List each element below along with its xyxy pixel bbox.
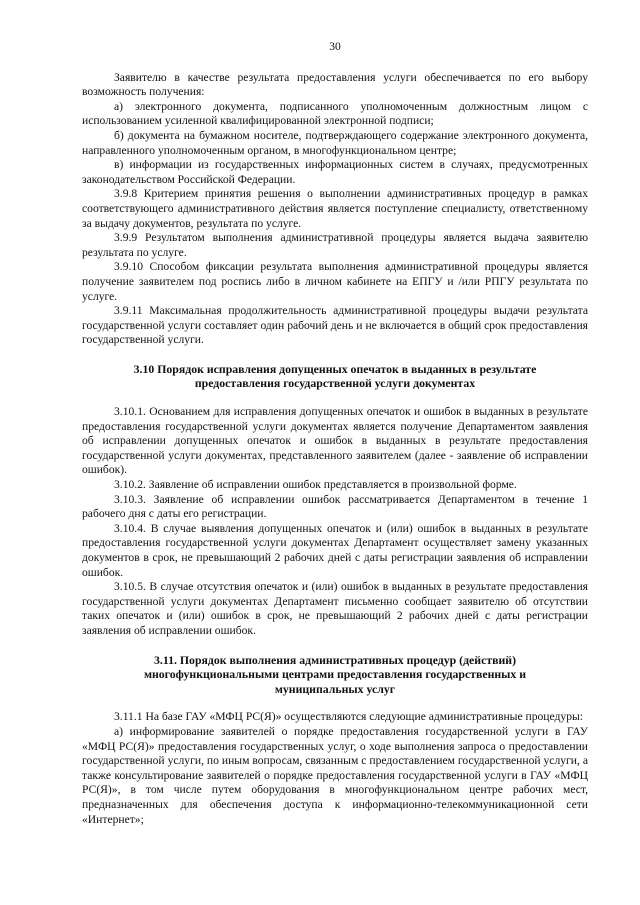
- paragraph: Заявителю в качестве результата предоставления услуги обеспечивается по его выбору возможность получения:: [82, 70, 588, 99]
- paragraph: а) информирование заявителей о порядке предоставления государственной услуги в ГАУ «МФЦ РС(Я)» предоставления государственных услуг, о ходе выполнения запроса о предоставлении государственной услуги, по иным вопросам, связанным с предоставлением государственной услуги, а также консультирование заявителей о порядке предоставления государственной услуги в ГАУ «МФЦ РС(Я)», в том числе путем оборудования в многофункциональном центре рабочих мест, предназначенных для обеспечения доступа к информационно-телекоммуникационной сети «Интернет»;: [82, 724, 588, 826]
- paragraph: 3.9.8 Критерием принятия решения о выполнении административных процедур в рамках соответствующего административного действия является поступление специалисту, ответственному за выдачу документов, результата по услуге.: [82, 187, 588, 230]
- paragraph: 3.10.5. В случае отсутствия опечаток и (или) ошибок в выданных в результате предоставления государственной услуги документах Департамент письменно сообщает заявителю об отсутствии таких опечаток и (или) ошибок в срок, не превышающий 2 рабочих дней с даты регистрации заявления об исправлении ошибок.: [82, 580, 588, 637]
- paragraph: 3.10.4. В случае выявления допущенных опечаток и (или) ошибок в выданных в результате предоставления государственной услуги документах Департамент осуществляет замену указанных документов в срок, не превышающий 2 рабочих дней с даты регистрации заявления об исправлении ошибок.: [82, 521, 588, 579]
- section-3-9-results: [82, 71, 588, 348]
- paragraph: б) документа на бумажном носителе, подтверждающего содержание электронного документа, направленного уполномоченным органом, в многофункциональном центре;: [82, 128, 588, 157]
- paragraph: 3.9.9 Результатом выполнения административной процедуры является выдача заявителю результата по услуге.: [82, 231, 588, 259]
- paragraph: 3.10.2. Заявление об исправлении ошибок представляется в произвольной форме.: [114, 478, 517, 492]
- paragraph: 3.9.11 Максимальная продолжительность административной процедуры выдачи результата государственной услуги составляет один рабочий день и не включается в общий срок предоставления государственной услуги.: [82, 304, 588, 347]
- section-heading-3-10: 3.10 Порядок исправления допущенных опечаток в выданных в результате предоставления государственной услуги документах: [133, 361, 537, 391]
- section-3-10-body: [82, 405, 588, 639]
- paragraph: 3.10.1. Основанием для исправления допущенных опечаток и ошибок в выданных в результате предоставления государственной услуги документах является получение Департаментом заявления об исправлении допущенных опечаток и ошибок в выданных в результате предоставления государственной услуги документах, представленного заявителем (далее - заявление об исправлении ошибок).: [82, 405, 588, 477]
- section-heading-3-11: 3.11. Порядок выполнения административных процедур (действий) многофункциональными центрами предоставления государственных и муниципальных услуг: [143, 652, 527, 696]
- page-number: 30: [329, 40, 341, 53]
- paragraph: а) электронного документа, подписанного уполномоченным должностным лицом с использованием усиленной квалифицированной электронной подписи;: [82, 99, 588, 128]
- paragraph: 3.10.3. Заявление об исправлении ошибок рассматривается Департаментом в течение 1 рабочего дня с даты его регистрации.: [82, 492, 588, 521]
- paragraph: 3.11.1 На базе ГАУ «МФЦ РС(Я)» осуществляются следующие административные процедуры:: [114, 710, 584, 724]
- section-3-11-body: [82, 710, 588, 827]
- paragraph: в) информации из государственных информационных систем в случаях, предусмотренных законодательством Российской Федерации.: [82, 158, 588, 186]
- paragraph: 3.9.10 Способом фиксации результата выполнения административной процедуры является получение заявителем под роспись либо в личном кабинете на ЕПГУ и /или РПГУ результата по услуге.: [82, 260, 588, 303]
